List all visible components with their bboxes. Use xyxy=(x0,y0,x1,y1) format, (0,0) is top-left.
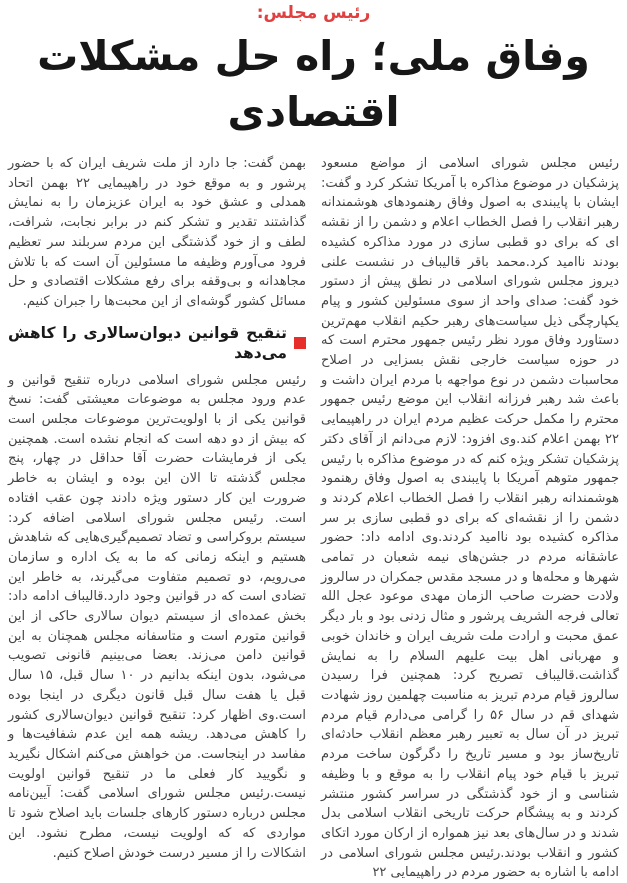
column-left xyxy=(8,154,306,883)
subheading xyxy=(8,323,306,363)
paragraph-left-body: رئیس مجلس شورای اسلامی درباره تنقیح قوانین و عدم ورود مجلس به موضوعات معیشتی گفت: نسخ قوانین یکی از با اولویت‌ترین موضوعات مجلس است که بیش از دو دهه است که انجام نشده است. همچنین یکی از فرمایشات حضرت آقا حداقل در چهار، پنج مجلس گذشته تا الان این بوده و ایشان به خاطر ضرورت این کار دستور ویژه دادند چون عقب افتاده است. رئیس مجلس شورای اسلامی اضافه کرد: سیستم بروکراسی و تضاد تصمیم‌گیری‌هایی که شاهدش هستیم و اینکه زمانی که ما به یک اداره و سازمان می‌رویم، دو تصمیم متفاوت می‌گیرند، به خاطر این تضادی است که در قوانین وجود دارد.قالیباف ادامه داد: بخش عمده‌ای از سیستم دیوان سالاری حاکی از این قوانین متورم است و متاسفانه مجلس همچنان به این قوانین دامن می‌زند. بعضا می‌بینیم قانونی تصویب می‌شود، بدون اینکه بدانیم در ۱۰ سال قبل، ۱۵ سال قبل یا هفت سال قبل قانون دیگری در اینجا بوده است.وی اظهار کرد: تنقیح قوانین دیوان‌سالاری کشور را کاهش می‌دهد. ریشه همه این عدم شفافیت‌ها و مفاسد در اینجاست. من خواهش می‌کنم اشکال نگیرید و نگویید کار فعلی ما در تنقیح قوانین اولویت نیست.رئیس مجلس شورای اسلامی گفت: آیین‌نامه مجلس درباره دستور کارهای جلسات باید اصلاح شود تا مواردی که که اولویت نیست، مطرح نشود. این اشکالات را از مسیر درست خودش اصلاح کنیم. xyxy=(8,372,306,861)
article-headline: وفاق ملی؛ راه حل مشکلات اقتصادی xyxy=(37,32,590,136)
article-kicker: رئیس مجلس: xyxy=(256,3,371,23)
article-body xyxy=(0,154,627,883)
paragraph-left-intro: بهمن گفت: جا دارد از ملت شریف ایران که با حضور پرشور و به موقع خود در راهپیمایی ۲۲ بهمن اتحاد همدلی و عشق خود به ایران عزیزمان را به نمایش گذاشتند تقدیر و تشکر کنم در برابر نجابت، شرافت، لطف و از خود گذشتگی این مردم سربلند سر تعظیم فرود می‌آورم وظیفه ما مسئولین آن است که با تلاش مجاهدانه و بی‌وقفه برای رفع مشکلات اقتصادی و حل مسائل کشور گوشه‌ای از این محبت‌ها را جبران کنیم. xyxy=(8,156,306,309)
column-right xyxy=(321,154,619,883)
paragraph-right: رئیس مجلس شورای اسلامی از مواضع مسعود پزشکیان در موضوع مذاکره با آمریکا تشکر کرد و گفت: ایشان با پایبندی به اصول وفاق رهنمودهای هوشمندانه رهبر انقلاب را فصل الخطاب اعلام و دشمن را از نقشه ای که برای دو قطبی سازی در مورد مذاکره کشیده بودند ناامید کرد.محمد باقر قالیباف در نشست علنی دیروز مجلس شورای اسلامی در نطق پیش از دستور خود گفت: صدای واحد از سوی مسئولین کشور و پیام یکپارچگی ذیل سیاست‌های رهبر حکیم انقلاب مهم‌ترین دستاورد وفاق مورد نظر رئیس جمهور محترم است که در حوزه سیاست خارجی نقش بسزایی در اصلاح محاسبات دشمن در نوع مواجهه با مردم ایران داشت و باعث شد رهبر فرزانه انقلاب این موضع رئیس جمهور محترم را مکمل حرکت عظیم مردم ایران در راهپیمایی ۲۲ بهمن اعلام کند.وی افزود: لازم می‌دانم از آقای دکتر پزشکیان تشکر ویژه کنم که در موضوع مذاکره با رئیس جمهور متوهم آمریکا با پایبندی به اصول وفاق رهنمود هوشمندانه رهبر انقلاب را فصل الخطاب اعلام کردند و دشمن را از نقشه‌ای که برای دو قطبی سازی بر سر مذاکره کشیده بود ناامید کردند.وی ادامه داد: حضور عاشقانه مردم در جشن‌های نیمه شعبان در تمامی شهرها و محله‌ها و در مسجد مقدس جمکران در سالروز ولادت حضرت صاحب الزمان مهدی موعود عجل الله تعالی فرجه الشریف پرشور و مثال زدنی بود و بار دیگر عمق محبت و ارادت ملت شریف ایران و خاندان خوبی و مهربانی اهل بیت علیهم السلام را به نمایش گذاشت.قالیباف تصریح کرد: همچنین فرا رسیدن سالروز قیام مردم تبریز به مناسبت چهلمین روز شهادت شهدای قم در سال ۵۶ را گرامی می‌دارم قیام مردم تبریز در آن سال به تعبیر رهبر معظم انقلاب حادثه‌ای تاریخ‌ساز بود و مسیر تاریخ را دگرگون ساخت مردم تبریز با قیام خود پیام انقلاب را به موقع و با وظیفه شناسی و از خود گذشتگی در سراسر کشور منتشر کردند و به پیشگام حرکت تاریخی انقلاب اسلامی بدل شدند و در سال‌های بعد نیز همواره از ارکان مورد اتکای کشور و انقلاب بودند.رئیس مجلس شورای اسلامی در ادامه با اشاره به حضور مردم در راهپیمایی ۲۲ xyxy=(321,156,619,881)
subheading-text: تنقیح قوانین دیوان‌سالاری را کاهش می‌دهد xyxy=(8,323,287,362)
red-square-bullet-icon xyxy=(294,337,306,349)
